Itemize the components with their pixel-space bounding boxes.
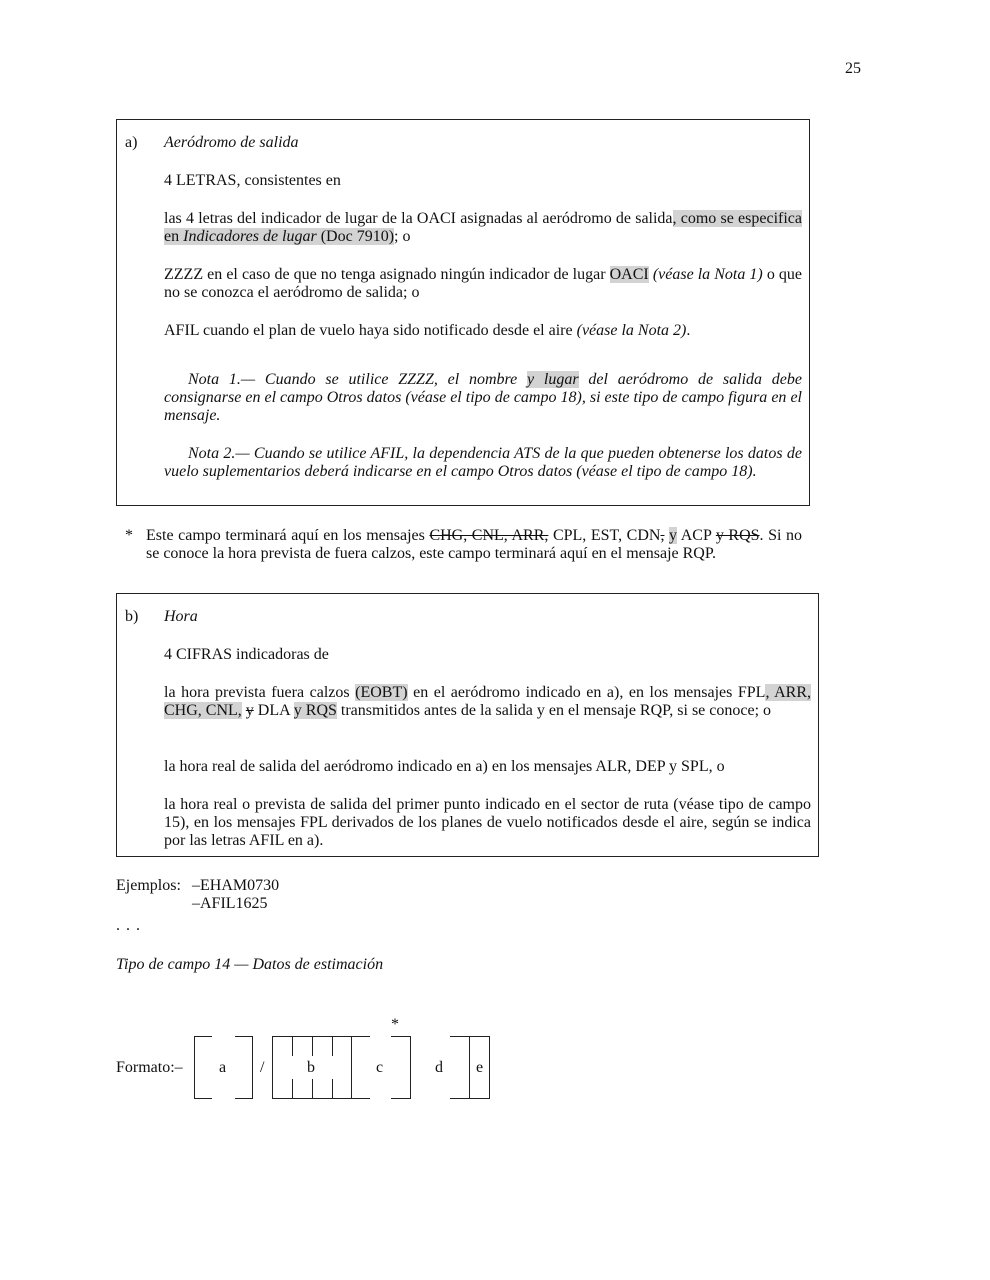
box-a-title: Aeródromo de salida: [164, 134, 299, 151]
text: . Si no se conoce la hora prevista de fuera calzos, este campo terminará aquí en el mensaje RQP.: [146, 527, 803, 562]
strike: y: [245, 702, 254, 719]
highlight: (EOBT): [355, 684, 408, 701]
text: transmitidos antes de la salida y en el mensaje RQP, si se conoce; o: [336, 702, 772, 719]
text: en el aeródromo indicado en a), en los mensajes FPL: [407, 684, 766, 701]
field-a-left-bracket: [194, 1036, 212, 1099]
highlight: y: [669, 527, 678, 544]
highlight: , ARR, CHG, CNL,: [164, 684, 811, 719]
box-b-p2: [164, 684, 811, 720]
field-b-divider: [312, 1036, 313, 1056]
box-b-label: b): [125, 608, 139, 625]
text: .: [686, 322, 691, 339]
field-a-right-bracket: [235, 1036, 253, 1099]
highlight: y RQS: [293, 702, 337, 719]
field-b-divider: [292, 1036, 293, 1056]
strike: CHG, CNL, ARR,: [429, 527, 549, 544]
text: Este campo terminará aquí en los mensajes: [146, 527, 430, 544]
highlight: OACI: [609, 266, 649, 283]
highlight: (Doc 7910): [316, 228, 395, 245]
box-a-p3: [164, 266, 802, 302]
box-b-title: Hora: [164, 608, 198, 625]
field-e-left-bracket: [450, 1036, 470, 1099]
text: o que no se conozca el aeródromo de salida; o: [164, 266, 803, 301]
field-c-cell: c: [376, 1059, 384, 1076]
italic: (véase la Nota 2): [576, 322, 687, 339]
highlight: , como se especifica en: [164, 210, 803, 245]
box-hora: [116, 593, 819, 857]
highlight-italic: Indicadores de lugar: [183, 228, 317, 245]
italic: (véase la Nota 1): [652, 266, 763, 283]
box-a-p2: [164, 210, 802, 246]
strike: y RQS: [715, 527, 760, 544]
format-label: Formato:–: [116, 1059, 183, 1076]
format-star: *: [391, 1016, 399, 1033]
text: CPL, EST, CDN: [548, 527, 661, 544]
field-b-divider: [332, 1079, 333, 1099]
field-b-cell: b: [307, 1059, 315, 1076]
page-number: 25: [845, 60, 861, 77]
field-d-cell: d: [435, 1059, 443, 1076]
box-a-p1: 4 LETRAS, consistentes en: [164, 172, 341, 189]
box-a-p4: [164, 322, 802, 340]
text: ACP: [677, 527, 716, 544]
text: del aeródromo de salida debe consignarse en el campo Otros datos (véase el tipo de campo 18), si este tipo de campo figura en el mensaje.: [164, 371, 802, 424]
format-slash: /: [260, 1059, 265, 1076]
section-title: Tipo de campo 14 — Datos de estimación: [116, 956, 384, 973]
example-1: –EHAM0730: [192, 877, 280, 894]
field-e-cell: e: [476, 1059, 484, 1076]
field-c-open: [352, 1036, 370, 1099]
box-a-label: a): [125, 134, 138, 151]
box-aerodromo-salida: [116, 119, 810, 506]
box-b-p3: la hora real de salida del aeródromo indicado en a) en los mensajes ALR, DEP y SPL, o: [164, 758, 725, 775]
box-b-p4: la hora real o prevista de salida del primer punto indicado en el sector de ruta (véase tipo de campo 15), en los mensajes FPL derivados de los planes de vuelo notificados desde el aire, según se indica por las letras AFIL en a).: [164, 796, 811, 849]
asterisk-note: [146, 527, 802, 563]
box-a-note1: [164, 371, 802, 425]
field-b-divider: [292, 1079, 293, 1099]
text: ZZZZ en el caso de que no tenga asignado ningún indicador de lugar: [164, 266, 610, 283]
box-a-note2: Nota 2.— Cuando se utilice AFIL, la dependencia ATS de la que pueden obtenerse los datos de vuelo suplementarios deberá indicarse en el campo Otros datos (véase el tipo de campo 18).: [164, 445, 802, 480]
field-a-cell: a: [219, 1059, 227, 1076]
example-2: –AFIL1625: [192, 895, 268, 912]
examples-label: Ejemplos:: [116, 877, 181, 894]
text: DLA: [253, 702, 294, 719]
box-b-p1: 4 CIFRAS indicadoras de: [164, 646, 329, 663]
asterisk-star: *: [125, 527, 133, 544]
text: ; o: [394, 228, 411, 245]
ellipsis: . . .: [116, 917, 141, 934]
field-b-divider: [312, 1079, 313, 1099]
text: Nota 1.— Cuando se utilice ZZZZ, el nombre: [188, 371, 528, 388]
highlight: y lugar: [527, 371, 579, 388]
text: AFIL cuando el plan de vuelo haya sido notificado desde el aire: [164, 322, 577, 339]
strike: ,: [660, 527, 665, 544]
text: la hora prevista fuera calzos: [164, 684, 356, 701]
text: las 4 letras del indicador de lugar de la OACI asignadas al aeródromo de salida: [164, 210, 673, 227]
field-d-left-bracket: [391, 1036, 411, 1099]
field-b-divider: [332, 1036, 333, 1056]
